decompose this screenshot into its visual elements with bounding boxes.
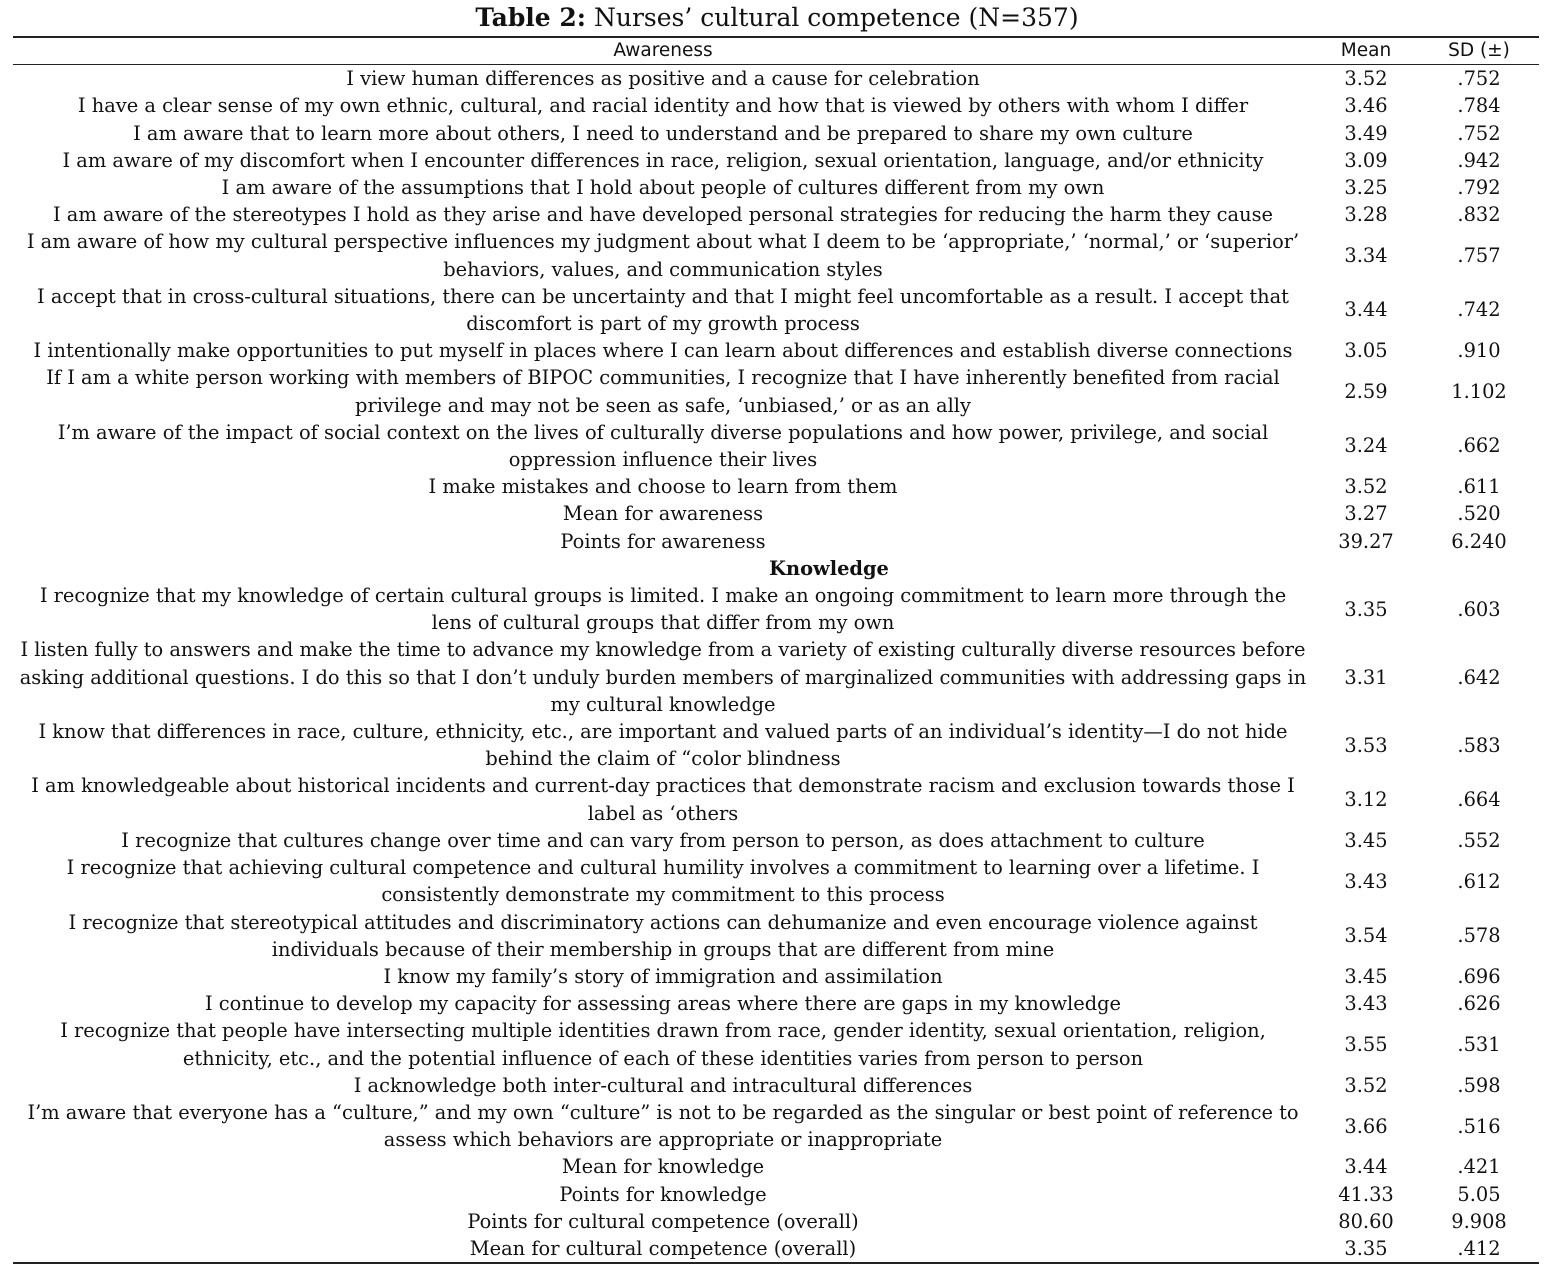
- summary-sd: .520: [1457, 502, 1501, 526]
- table-caption-label: Table 2:: [475, 3, 587, 32]
- table-row: [13, 201, 1539, 228]
- sd-value: .578: [1457, 924, 1501, 948]
- item-text: I know that differences in race, culture, ethnicity, etc., are important and valued parts of an individual’s identity—I do not hide behind the claim of “color blindness: [38, 720, 1288, 771]
- summary-row-points-awareness: [13, 528, 1539, 555]
- table-row: [13, 772, 1539, 826]
- table-caption: [0, 2, 1554, 34]
- sd-value: .612: [1457, 869, 1501, 893]
- sd-value: .752: [1457, 121, 1501, 145]
- table-row: [13, 827, 1539, 854]
- table-row: [13, 473, 1539, 500]
- summary-mean: 41.33: [1338, 1182, 1394, 1206]
- mean-value: 3.35: [1344, 597, 1388, 621]
- item-text: I accept that in cross-cultural situations, there can be uncertainty and that I might feel uncomfortable as a result. I accept that discomfort is part of my growth process: [37, 284, 1289, 336]
- mean-value: 3.49: [1344, 121, 1388, 145]
- section-heading-knowledge: Knowledge: [769, 556, 889, 580]
- table-row: [13, 963, 1539, 990]
- mean-value: 3.52: [1344, 475, 1388, 499]
- summary-sd: .412: [1457, 1236, 1501, 1260]
- item-text: I recognize that stereotypical attitudes and discriminatory actions can dehumanize and even encourage violence against individuals because of their membership in groups that are different from mine: [68, 910, 1258, 961]
- mean-value: 2.59: [1344, 380, 1388, 404]
- summary-sd: 9.908: [1451, 1209, 1507, 1233]
- table-row: [13, 120, 1539, 147]
- table-row: [13, 582, 1539, 636]
- summary-mean: 80.60: [1338, 1209, 1394, 1233]
- mean-value: 3.45: [1344, 964, 1388, 988]
- item-text: I listen fully to answers and make the time to advance my knowledge from a variety of existing culturally diverse resources before asking additional questions. I do this so that I don’t unduly burden members of marginalized communities with addressing gaps in my cultural knowledge: [19, 638, 1307, 716]
- sd-value: .552: [1457, 828, 1501, 852]
- table-row: [13, 337, 1539, 364]
- item-text: I am aware of my discomfort when I encounter differences in race, religion, sexual orientation, language, and/or ethnicity: [62, 148, 1264, 172]
- summary-mean: 39.27: [1338, 529, 1394, 553]
- item-text: I acknowledge both inter-cultural and intracultural differences: [353, 1073, 973, 1097]
- mean-value: 3.52: [1344, 1073, 1388, 1097]
- sd-value: .664: [1457, 788, 1501, 812]
- table-caption-title: Nurses’ cultural competence (N=357): [593, 3, 1079, 32]
- sd-value: .942: [1457, 148, 1501, 172]
- table-bottom-rule: [13, 1262, 1539, 1264]
- item-text: I continue to develop my capacity for assessing areas where there are gaps in my knowledge: [204, 992, 1122, 1016]
- table-header-row: [13, 37, 1539, 64]
- mean-value: 3.55: [1344, 1032, 1388, 1056]
- item-text: I am knowledgeable about historical incidents and current-day practices that demonstrate racism and exclusion towards those I label as ‘others: [31, 774, 1295, 825]
- item-text: I recognize that people have intersecting multiple identities drawn from race, gender identity, sexual orientation, religion, ethnicity, etc., and the potential influence of each of these identities varies from person to person: [60, 1019, 1266, 1070]
- sd-value: .516: [1457, 1114, 1501, 1138]
- sd-value: .757: [1457, 244, 1501, 268]
- summary-sd: .421: [1457, 1155, 1501, 1179]
- sd-value: .531: [1457, 1032, 1501, 1056]
- sd-value: .696: [1457, 964, 1501, 988]
- mean-value: 3.12: [1344, 788, 1388, 812]
- sd-value: .611: [1457, 475, 1501, 499]
- sd-value: .583: [1457, 733, 1501, 757]
- item-text: I am aware of how my cultural perspective influences my judgment about what I deem to be ‘appropriate,’ ‘normal,’ or ‘superior’ behaviors, values, and communication styles: [26, 230, 1300, 281]
- sd-value: .662: [1457, 434, 1501, 458]
- table-row: [13, 228, 1539, 282]
- sd-value: .784: [1457, 94, 1501, 118]
- cultural-competence-table: [13, 37, 1539, 1262]
- mean-value: 3.24: [1344, 434, 1388, 458]
- table-row: [13, 909, 1539, 963]
- item-text: I make mistakes and choose to learn from them: [428, 475, 898, 499]
- sd-value: .910: [1457, 339, 1501, 363]
- summary-label: Points for awareness: [560, 529, 766, 553]
- sd-value: .832: [1457, 203, 1501, 227]
- mean-value: 3.45: [1344, 828, 1388, 852]
- table-row: [13, 419, 1539, 473]
- item-text: I have a clear sense of my own ethnic, cultural, and racial identity and how that is viewed by others with whom I differ: [77, 94, 1249, 118]
- sd-value: .626: [1457, 992, 1501, 1016]
- summary-mean: 3.27: [1344, 502, 1388, 526]
- mean-value: 3.52: [1344, 67, 1388, 91]
- summary-label: Mean for knowledge: [561, 1155, 765, 1179]
- summary-label: Points for cultural competence (overall): [467, 1209, 859, 1233]
- item-text: I recognize that achieving cultural competence and cultural humility involves a commitment to learning over a lifetime. I consistently demonstrate my commitment to this process: [66, 856, 1260, 907]
- sd-value: .642: [1457, 665, 1501, 689]
- mean-value: 3.46: [1344, 94, 1388, 118]
- sd-value: .742: [1457, 298, 1501, 322]
- table-row: [13, 1072, 1539, 1099]
- table-row: [13, 174, 1539, 201]
- item-text: I am aware of the assumptions that I hold about people of cultures different from my own: [221, 176, 1105, 200]
- sd-value: 1.102: [1451, 380, 1507, 404]
- item-text: I intentionally make opportunities to put myself in places where I can learn about differences and establish diverse connections: [33, 339, 1293, 363]
- table-row: [13, 1017, 1539, 1071]
- mean-value: 3.34: [1344, 244, 1388, 268]
- item-text: I view human differences as positive and a cause for celebration: [346, 67, 980, 91]
- summary-mean: 3.44: [1344, 1155, 1388, 1179]
- sd-value: .598: [1457, 1073, 1501, 1097]
- table-row: [13, 92, 1539, 119]
- summary-row-mean-knowledge: [13, 1153, 1539, 1180]
- item-text: I am aware that to learn more about others, I need to understand and be prepared to share my own culture: [133, 121, 1193, 145]
- summary-row-mean-awareness: [13, 500, 1539, 527]
- item-text: I’m aware that everyone has a “culture,” and my own “culture” is not to be regarded as the singular or best point of reference to assess which behaviors are appropriate or inappropriate: [27, 1100, 1299, 1152]
- summary-row-points-knowledge: [13, 1181, 1539, 1208]
- table-row: [13, 990, 1539, 1017]
- table-row: [13, 718, 1539, 772]
- sd-value: .603: [1457, 597, 1501, 621]
- item-text: I recognize that cultures change over time and can vary from person to person, as does attachment to culture: [121, 828, 1205, 852]
- mean-value: 3.53: [1344, 733, 1388, 757]
- summary-row-points-overall: [13, 1208, 1539, 1235]
- sd-value: .792: [1457, 176, 1501, 200]
- column-header-mean: Mean: [1340, 40, 1392, 61]
- table-row: [13, 1099, 1539, 1153]
- summary-sd: 5.05: [1457, 1182, 1501, 1206]
- summary-label: Mean for cultural competence (overall): [469, 1236, 857, 1260]
- mean-value: 3.44: [1344, 298, 1388, 322]
- summary-label: Mean for awareness: [562, 502, 764, 526]
- column-header-item: Awareness: [613, 40, 713, 61]
- table-row: [13, 64, 1539, 92]
- table-row: [13, 364, 1539, 418]
- mean-value: 3.05: [1344, 339, 1388, 363]
- item-text: If I am a white person working with members of BIPOC communities, I recognize that I have inherently benefited from racial privilege and may not be seen as safe, ‘unbiased,’ or as an ally: [46, 366, 1280, 417]
- mean-value: 3.66: [1344, 1114, 1388, 1138]
- column-header-sd: SD (±): [1448, 40, 1510, 61]
- summary-mean: 3.35: [1344, 1236, 1388, 1260]
- mean-value: 3.31: [1344, 665, 1388, 689]
- mean-value: 3.54: [1344, 924, 1388, 948]
- mean-value: 3.25: [1344, 176, 1388, 200]
- mean-value: 3.43: [1344, 869, 1388, 893]
- summary-sd: 6.240: [1451, 529, 1507, 553]
- mean-value: 3.43: [1344, 992, 1388, 1016]
- summary-label: Points for knowledge: [559, 1182, 767, 1206]
- table-row: [13, 147, 1539, 174]
- mean-value: 3.28: [1344, 203, 1388, 227]
- item-text: I recognize that my knowledge of certain cultural groups is limited. I make an ongoing commitment to learn more through the lens of cultural groups that differ from my own: [39, 584, 1287, 635]
- sd-value: .752: [1457, 67, 1501, 91]
- table-row: [13, 854, 1539, 908]
- mean-value: 3.09: [1344, 148, 1388, 172]
- table-row: [13, 636, 1539, 718]
- table-row: [13, 283, 1539, 337]
- section-heading-row: [13, 555, 1539, 582]
- item-text: I know my family’s story of immigration and assimilation: [383, 964, 943, 988]
- summary-row-mean-overall: [13, 1235, 1539, 1262]
- item-text: I’m aware of the impact of social context on the lives of culturally diverse populations and how power, privilege, and social oppression influence their lives: [57, 420, 1269, 472]
- item-text: I am aware of the stereotypes I hold as they arise and have developed personal strategies for reducing the harm they cause: [52, 203, 1274, 227]
